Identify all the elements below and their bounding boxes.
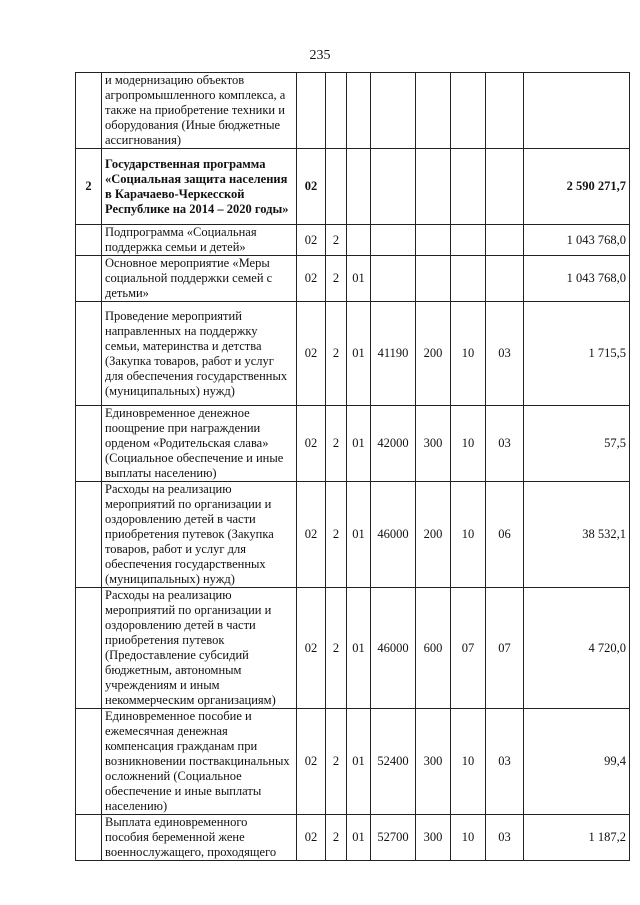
row-number-cell: 2 (76, 149, 102, 225)
direction-code-cell: 46000 (371, 588, 416, 709)
subprogram-code-cell: 2 (326, 482, 347, 588)
program-code-cell: 02 (297, 482, 326, 588)
program-code-cell: 02 (297, 256, 326, 302)
measure-code-cell: 01 (347, 709, 371, 815)
amount-cell: 1 187,2 (524, 815, 630, 861)
subsection-code-cell: 03 (486, 406, 524, 482)
subsection-code-cell (486, 225, 524, 256)
program-code-cell: 02 (297, 149, 326, 225)
table-row (76, 709, 630, 815)
program-code-cell: 02 (297, 588, 326, 709)
row-number-cell (76, 709, 102, 815)
expense-name-cell: Основное мероприятие «Меры социальной поддержки семей с детьми» (102, 256, 297, 302)
subsection-code-cell: 03 (486, 709, 524, 815)
expense-name-cell: Выплата единовременного пособия беременной жене военнослужащего, проходящего (102, 815, 297, 861)
row-number-cell (76, 302, 102, 406)
amount-cell: 1 715,5 (524, 302, 630, 406)
measure-code-cell: 01 (347, 815, 371, 861)
measure-code-cell: 01 (347, 302, 371, 406)
program-code-cell: 02 (297, 302, 326, 406)
section-code-cell: 10 (451, 709, 486, 815)
subsection-code-cell: 07 (486, 588, 524, 709)
expense-name-cell: Расходы на реализацию мероприятий по организации и оздоровлению детей в части приобретения путевок (Закупка товаров, работ и услуг для обеспечения государственных (муниципальных) нужд) (102, 482, 297, 588)
program-code-cell: 02 (297, 815, 326, 861)
section-code-cell: 07 (451, 588, 486, 709)
measure-code-cell (347, 73, 371, 149)
subprogram-code-cell: 2 (326, 709, 347, 815)
subsection-code-cell (486, 149, 524, 225)
amount-cell: 99,4 (524, 709, 630, 815)
table-row (76, 482, 630, 588)
table-row (76, 256, 630, 302)
row-number-cell (76, 588, 102, 709)
expense-type-cell (416, 149, 451, 225)
section-code-cell (451, 256, 486, 302)
amount-cell (524, 73, 630, 149)
direction-code-cell: 46000 (371, 482, 416, 588)
expense-type-cell: 300 (416, 815, 451, 861)
table-row (76, 815, 630, 861)
section-code-cell (451, 149, 486, 225)
row-number-cell (76, 815, 102, 861)
table-row (76, 73, 630, 149)
measure-code-cell (347, 149, 371, 225)
row-number-cell (76, 256, 102, 302)
table-row (76, 149, 630, 225)
program-code-cell (297, 73, 326, 149)
amount-cell: 1 043 768,0 (524, 256, 630, 302)
direction-code-cell (371, 225, 416, 256)
subsection-code-cell: 06 (486, 482, 524, 588)
measure-code-cell: 01 (347, 406, 371, 482)
subsection-code-cell (486, 73, 524, 149)
subprogram-code-cell: 2 (326, 302, 347, 406)
expense-type-cell: 200 (416, 302, 451, 406)
subprogram-code-cell: 2 (326, 406, 347, 482)
subprogram-code-cell (326, 73, 347, 149)
expense-type-cell: 200 (416, 482, 451, 588)
row-number-cell (76, 73, 102, 149)
expense-name-cell: Государственная программа «Социальная защита населения в Карачаево-Черкесской Республике на 2014 – 2020 годы» (102, 149, 297, 225)
direction-code-cell: 52700 (371, 815, 416, 861)
table-row (76, 406, 630, 482)
table-row (76, 588, 630, 709)
subsection-code-cell (486, 256, 524, 302)
amount-cell: 57,5 (524, 406, 630, 482)
expense-type-cell: 300 (416, 406, 451, 482)
expense-type-cell (416, 225, 451, 256)
amount-cell: 2 590 271,7 (524, 149, 630, 225)
program-code-cell: 02 (297, 225, 326, 256)
program-code-cell: 02 (297, 406, 326, 482)
direction-code-cell (371, 256, 416, 302)
subprogram-code-cell: 2 (326, 588, 347, 709)
expense-name-cell: Единовременное денежное поощрение при награждении орденом «Родительская слава» (Социальное обеспечение и иные выплаты населению) (102, 406, 297, 482)
subsection-code-cell: 03 (486, 302, 524, 406)
section-code-cell (451, 73, 486, 149)
expense-type-cell (416, 256, 451, 302)
section-code-cell: 10 (451, 302, 486, 406)
subsection-code-cell: 03 (486, 815, 524, 861)
direction-code-cell: 52400 (371, 709, 416, 815)
table-row (76, 302, 630, 406)
page-number: 235 (309, 48, 331, 63)
expense-name-cell: и модернизацию объектов агропромышленного комплекса, а также на приобретение техники и оборудования (Иные бюджетные ассигнования) (102, 73, 297, 149)
expense-type-cell: 300 (416, 709, 451, 815)
section-code-cell: 10 (451, 482, 486, 588)
expense-name-cell: Расходы на реализацию мероприятий по организации и оздоровлению детей в части приобретения путевок (Предоставление субсидий бюджетным, автономным учреждениям и иным некоммерческим организациям) (102, 588, 297, 709)
expense-name-cell: Единовременное пособие и ежемесячная денежная компенсация гражданам при возникновении поствакцинальных осложнений (Социальное обеспечение и иные выплаты населению) (102, 709, 297, 815)
subprogram-code-cell: 2 (326, 815, 347, 861)
row-number-cell (76, 406, 102, 482)
expense-type-cell (416, 73, 451, 149)
row-number-cell (76, 482, 102, 588)
table-row (76, 225, 630, 256)
section-code-cell: 10 (451, 815, 486, 861)
direction-code-cell (371, 149, 416, 225)
amount-cell: 4 720,0 (524, 588, 630, 709)
section-code-cell (451, 225, 486, 256)
subprogram-code-cell: 2 (326, 225, 347, 256)
measure-code-cell: 01 (347, 256, 371, 302)
subprogram-code-cell: 2 (326, 256, 347, 302)
direction-code-cell: 42000 (371, 406, 416, 482)
program-code-cell: 02 (297, 709, 326, 815)
direction-code-cell (371, 73, 416, 149)
amount-cell: 38 532,1 (524, 482, 630, 588)
budget-table (75, 72, 630, 861)
measure-code-cell: 01 (347, 482, 371, 588)
expense-name-cell: Проведение мероприятий направленных на поддержку семьи, материнства и детства (Закупка товаров, работ и услуг для обеспечения государственных (муниципальных) нужд) (102, 302, 297, 406)
section-code-cell: 10 (451, 406, 486, 482)
amount-cell: 1 043 768,0 (524, 225, 630, 256)
direction-code-cell: 41190 (371, 302, 416, 406)
measure-code-cell (347, 225, 371, 256)
measure-code-cell: 01 (347, 588, 371, 709)
subprogram-code-cell (326, 149, 347, 225)
expense-type-cell: 600 (416, 588, 451, 709)
expense-name-cell: Подпрограмма «Социальная поддержка семьи и детей» (102, 225, 297, 256)
row-number-cell (76, 225, 102, 256)
